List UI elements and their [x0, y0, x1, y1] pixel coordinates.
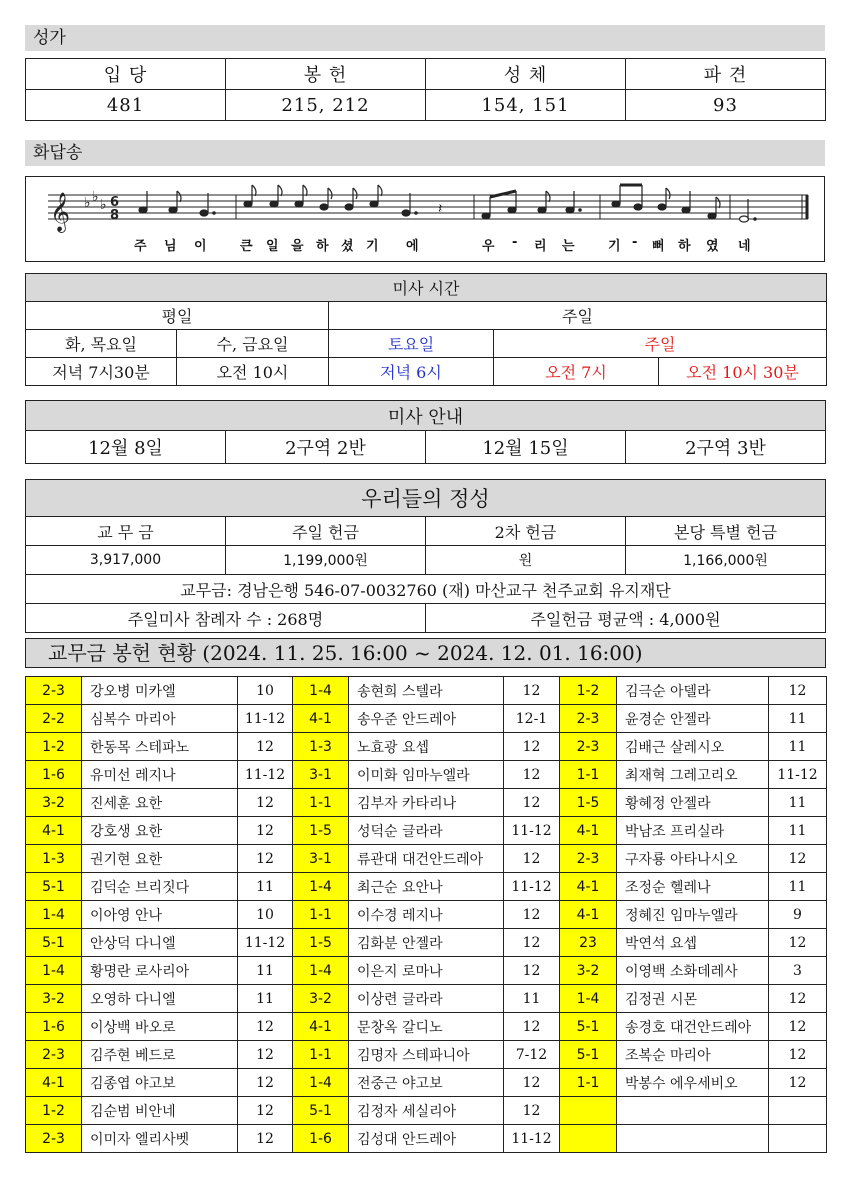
parishioner-name: 김주현 베드로: [82, 1041, 238, 1069]
paid-months: 12: [504, 677, 560, 705]
district-code: 4-1: [293, 1013, 349, 1041]
district-code: 1-4: [293, 957, 349, 985]
paid-months: 7-12: [504, 1041, 560, 1069]
offering-header-sunday: 주일 헌금: [226, 517, 426, 546]
paid-months: 12: [504, 929, 560, 957]
lyric-syllable: -: [512, 235, 518, 250]
paid-months: 11: [238, 873, 293, 901]
time-saturday: 저녁 6시: [329, 358, 494, 386]
offering-header-second: 2차 헌금: [426, 517, 626, 546]
time-tue-thu: 저녁 7시30분: [26, 358, 177, 386]
paid-months: 12: [769, 1069, 827, 1097]
parishioner-name: 노효광 요셉: [349, 733, 504, 761]
bank-account-info: 교무금: 경남은행 546-07-0032760 (재) 마산교구 천주교회 유지재단: [26, 575, 826, 604]
district-code: [560, 1125, 617, 1153]
offering-average: 주일헌금 평균액 : 4,000원: [426, 604, 826, 633]
dues-row: [26, 761, 827, 789]
paid-months: 12: [769, 1041, 827, 1069]
parishioner-name: 김정권 시몬: [617, 985, 769, 1013]
parishioner-name: 박남조 프리실라: [617, 817, 769, 845]
parishioner-name: 김순범 비안네: [82, 1097, 238, 1125]
dues-row: [26, 1125, 827, 1153]
day-sunday: 주일: [494, 330, 827, 358]
parishioner-name: 이수경 레지나: [349, 901, 504, 929]
day-wed-fri: 수, 금요일: [177, 330, 329, 358]
district-code: 2-3: [26, 1125, 82, 1153]
parishioner-name: 송우준 안드레아: [349, 705, 504, 733]
parishioner-name: 정혜진 임마누엘라: [617, 901, 769, 929]
parishioner-name: 이아영 안나: [82, 901, 238, 929]
paid-months: 12: [238, 1069, 293, 1097]
parishioner-name: 심복수 마리아: [82, 705, 238, 733]
paid-months: 12: [238, 789, 293, 817]
dues-row: [26, 873, 827, 901]
parishioner-name: 김명자 스테파니아: [349, 1041, 504, 1069]
paid-months: 10: [238, 677, 293, 705]
time-sunday-late: 오전 10시 30분: [659, 358, 827, 386]
hymns-section-title: 성가: [25, 25, 825, 51]
offering-header-dues: 교 무 금: [26, 517, 226, 546]
district-code: 1-5: [293, 817, 349, 845]
district-code: 1-1: [293, 901, 349, 929]
parishioner-name: 이미화 임마누엘라: [349, 761, 504, 789]
paid-months: 11: [769, 817, 827, 845]
parishioner-name: 이상련 글라라: [349, 985, 504, 1013]
paid-months: 12: [238, 1013, 293, 1041]
lyric-syllable: 큰: [240, 239, 253, 254]
svg-text:𝄞: 𝄞: [50, 192, 71, 232]
parishioner-name: 박봉수 에우세비오: [617, 1069, 769, 1097]
district-code: 1-3: [26, 845, 82, 873]
parishioner-name: 류관대 대건안드레아: [349, 845, 504, 873]
parishioner-name: 송현희 스텔라: [349, 677, 504, 705]
paid-months: 12: [504, 733, 560, 761]
paid-months: 11: [238, 957, 293, 985]
offerings-title: 우리들의 정성: [26, 480, 826, 517]
district-code: 4-1: [560, 817, 617, 845]
dues-row: [26, 845, 827, 873]
district-code: 1-1: [560, 761, 617, 789]
mass-guide-date-1: 12월 8일: [26, 431, 226, 464]
dues-row: [26, 733, 827, 761]
parishioner-name: 문창옥 갈디노: [349, 1013, 504, 1041]
parishioner-name: 김정자 세실리아: [349, 1097, 504, 1125]
lyric-syllable: 는: [562, 239, 575, 254]
paid-months: 12: [238, 733, 293, 761]
district-code: 3-2: [560, 957, 617, 985]
dues-row: [26, 1069, 827, 1097]
hymn-header-communion: 성 체: [426, 59, 626, 90]
offering-value-sunday: 1,199,000원: [226, 546, 426, 575]
parishioner-name: 김성대 안드레아: [349, 1125, 504, 1153]
paid-months: 12: [504, 845, 560, 873]
hymn-header-entrance: 입 당: [26, 59, 226, 90]
paid-months: 12: [504, 789, 560, 817]
paid-months: 9: [769, 901, 827, 929]
district-code: 1-2: [26, 1097, 82, 1125]
district-code: 1-4: [293, 1069, 349, 1097]
district-code: 5-1: [26, 873, 82, 901]
parishioner-name: 최근순 요안나: [349, 873, 504, 901]
parishioner-name: 이영백 소화데레사: [617, 957, 769, 985]
svg-text:8: 8: [110, 208, 120, 223]
district-code: [560, 1097, 617, 1125]
paid-months: 11-12: [238, 705, 293, 733]
paid-months: 11-12: [238, 929, 293, 957]
parishioner-name: 유미선 레지나: [82, 761, 238, 789]
parishioner-name: 안상덕 다니엘: [82, 929, 238, 957]
dues-row: [26, 985, 827, 1013]
district-code: 1-4: [560, 985, 617, 1013]
parishioner-name: 김덕순 브리짓다: [82, 873, 238, 901]
time-sunday-early: 오전 7시: [494, 358, 659, 386]
district-code: 4-1: [293, 705, 349, 733]
paid-months: 12: [769, 845, 827, 873]
offering-header-special: 본당 특별 헌금: [626, 517, 826, 546]
paid-months: 12: [769, 1013, 827, 1041]
district-code: 2-3: [26, 677, 82, 705]
district-code: 1-6: [293, 1125, 349, 1153]
time-wed-fri: 오전 10시: [177, 358, 329, 386]
district-code: 1-1: [293, 789, 349, 817]
district-code: 1-4: [293, 873, 349, 901]
lyric-syllable: 리: [534, 239, 547, 254]
paid-months: 12: [504, 901, 560, 929]
parishioner-name: 황명란 로사리아: [82, 957, 238, 985]
paid-months: 10: [238, 901, 293, 929]
lyric-syllable: 주: [134, 239, 147, 254]
parishioner-name: 성덕순 글라라: [349, 817, 504, 845]
district-code: 5-1: [560, 1041, 617, 1069]
parishioner-name: 김부자 카타리나: [349, 789, 504, 817]
paid-months: 11: [504, 985, 560, 1013]
district-code: 1-5: [293, 929, 349, 957]
parishioner-name: 송경호 대건안드레아: [617, 1013, 769, 1041]
district-code: 2-3: [560, 845, 617, 873]
dues-table: [25, 676, 827, 1153]
paid-months: 11: [769, 789, 827, 817]
parishioner-name: [617, 1097, 769, 1125]
paid-months: 12: [769, 985, 827, 1013]
paid-months: 12: [769, 929, 827, 957]
paid-months: 12: [504, 957, 560, 985]
mass-times-title: 미사 시간: [26, 274, 827, 302]
dues-row: [26, 1097, 827, 1125]
lyric-syllable: 하: [678, 239, 691, 254]
paid-months: 12: [238, 845, 293, 873]
svg-text:♭: ♭: [100, 197, 107, 213]
mass-guide-group-2: 2구역 3반: [626, 431, 826, 464]
dues-row: [26, 677, 827, 705]
parishioner-name: 오영하 다니엘: [82, 985, 238, 1013]
hymn-value-entrance: 481: [26, 90, 226, 121]
district-code: 1-1: [560, 1069, 617, 1097]
district-code: 5-1: [26, 929, 82, 957]
lyric-syllable: 님: [164, 239, 177, 254]
paid-months: 12-1: [504, 705, 560, 733]
attendance-count: 주일미사 참례자 수 : 268명: [26, 604, 426, 633]
mass-guide-table: [25, 400, 826, 464]
parishioner-name: 전중근 야고보: [349, 1069, 504, 1097]
weekday-label: 평일: [26, 302, 329, 330]
paid-months: 3: [769, 957, 827, 985]
district-code: 1-2: [560, 677, 617, 705]
lyric-syllable: 기: [608, 239, 621, 254]
lyric-syllable: -: [632, 235, 638, 250]
psalm-music-score: [25, 176, 825, 262]
paid-months: 12: [238, 1097, 293, 1125]
mass-times-table: [25, 273, 827, 386]
lyric-syllable: 뻐: [652, 239, 665, 254]
parishioner-name: 구자룡 아타나시오: [617, 845, 769, 873]
sunday-label: 주일: [329, 302, 827, 330]
parishioner-name: 진세훈 요한: [82, 789, 238, 817]
district-code: 3-1: [293, 845, 349, 873]
district-code: 1-1: [293, 1041, 349, 1069]
district-code: 4-1: [560, 873, 617, 901]
parishioner-name: 김화분 안젤라: [349, 929, 504, 957]
district-code: 1-4: [26, 957, 82, 985]
lyric-syllable: 였: [706, 239, 719, 254]
paid-months: 12: [504, 1097, 560, 1125]
dues-row: [26, 929, 827, 957]
district-code: 1-3: [293, 733, 349, 761]
parishioner-name: 강오병 미카엘: [82, 677, 238, 705]
parishioner-name: 윤경순 안젤라: [617, 705, 769, 733]
svg-text:6: 6: [110, 195, 120, 210]
paid-months: 11-12: [769, 761, 827, 789]
parishioner-name: 김종엽 야고보: [82, 1069, 238, 1097]
paid-months: 11-12: [504, 873, 560, 901]
parishioner-name: 이은지 로마나: [349, 957, 504, 985]
paid-months: 12: [238, 1041, 293, 1069]
parishioner-name: 이상백 바오로: [82, 1013, 238, 1041]
hymn-header-offertory: 봉 헌: [226, 59, 426, 90]
paid-months: 12: [238, 1125, 293, 1153]
hymn-value-communion: 154, 151: [426, 90, 626, 121]
svg-text:♭: ♭: [84, 195, 91, 211]
parishioner-name: [617, 1125, 769, 1153]
parishioner-name: 한동목 스테파노: [82, 733, 238, 761]
parishioner-name: 이미자 엘리사벳: [82, 1125, 238, 1153]
dues-row: [26, 957, 827, 985]
district-code: 2-3: [560, 705, 617, 733]
parishioner-name: 권기현 요한: [82, 845, 238, 873]
paid-months: 11: [769, 705, 827, 733]
district-code: 2-2: [26, 705, 82, 733]
offering-value-dues: 3,917,000: [26, 546, 226, 575]
district-code: 4-1: [26, 1069, 82, 1097]
lyric-syllable: 기: [366, 239, 379, 254]
lyric-syllable: 을: [291, 239, 304, 254]
district-code: 1-5: [560, 789, 617, 817]
district-code: 23: [560, 929, 617, 957]
parishioner-name: 황혜정 안젤라: [617, 789, 769, 817]
district-code: 1-4: [26, 901, 82, 929]
lyric-syllable: 일: [266, 239, 279, 254]
paid-months: 11-12: [504, 1125, 560, 1153]
svg-text:𝄽: 𝄽: [438, 201, 443, 217]
lyric-syllable: 우: [482, 239, 495, 254]
hymn-value-recessional: 93: [626, 90, 826, 121]
district-code: 2-3: [560, 733, 617, 761]
parishioner-name: 김극순 아델라: [617, 677, 769, 705]
lyric-syllable: 이: [194, 239, 207, 254]
paid-months: 12: [238, 817, 293, 845]
parishioner-name: 조복순 마리아: [617, 1041, 769, 1069]
parishioner-name: 박연석 요셉: [617, 929, 769, 957]
paid-months: 11: [769, 733, 827, 761]
district-code: 4-1: [560, 901, 617, 929]
offering-value-special: 1,166,000원: [626, 546, 826, 575]
dues-row: [26, 1013, 827, 1041]
paid-months: 12: [504, 1013, 560, 1041]
parishioner-name: 강호생 요한: [82, 817, 238, 845]
dues-row: [26, 789, 827, 817]
lyric-syllable: 셨: [341, 239, 354, 254]
paid-months: 11: [769, 873, 827, 901]
paid-months: 11-12: [238, 761, 293, 789]
district-code: 3-2: [293, 985, 349, 1013]
dues-row: [26, 817, 827, 845]
paid-months: 12: [769, 677, 827, 705]
district-code: 1-2: [26, 733, 82, 761]
mass-guide-group-1: 2구역 2반: [226, 431, 426, 464]
paid-months: 11-12: [504, 817, 560, 845]
dues-status-title: 교무금 봉헌 현황 (2024. 11. 25. 16:00 ~ 2024. 12. 01. 16:00): [25, 638, 826, 668]
offerings-table: [25, 479, 826, 633]
lyric-syllable: 네: [738, 239, 751, 254]
parishioner-name: 김배근 살레시오: [617, 733, 769, 761]
district-code: 1-6: [26, 1013, 82, 1041]
district-code: 3-2: [26, 985, 82, 1013]
svg-text:♭: ♭: [92, 189, 99, 205]
parishioner-name: 최재혁 그레고리오: [617, 761, 769, 789]
paid-months: 11: [238, 985, 293, 1013]
paid-months: [769, 1125, 827, 1153]
district-code: 4-1: [26, 817, 82, 845]
day-tue-thu: 화, 목요일: [26, 330, 177, 358]
district-code: 3-2: [26, 789, 82, 817]
hymn-value-offertory: 215, 212: [226, 90, 426, 121]
district-code: 5-1: [560, 1013, 617, 1041]
dues-row: [26, 705, 827, 733]
dues-row: [26, 901, 827, 929]
district-code: 3-1: [293, 761, 349, 789]
day-saturday: 토요일: [329, 330, 494, 358]
mass-guide-date-2: 12월 15일: [426, 431, 626, 464]
psalm-section-title: 화답송: [25, 140, 825, 166]
lyric-syllable: 하: [316, 239, 329, 254]
hymn-header-recessional: 파 견: [626, 59, 826, 90]
district-code: 2-3: [26, 1041, 82, 1069]
district-code: 1-6: [26, 761, 82, 789]
paid-months: 12: [504, 761, 560, 789]
hymns-table: [25, 58, 826, 121]
offering-value-second: 원: [426, 546, 626, 575]
dues-row: [26, 1041, 827, 1069]
district-code: 5-1: [293, 1097, 349, 1125]
parishioner-name: 조정순 헬레나: [617, 873, 769, 901]
paid-months: 12: [504, 1069, 560, 1097]
lyric-syllable: 에: [406, 239, 419, 254]
paid-months: [769, 1097, 827, 1125]
mass-guide-title: 미사 안내: [26, 401, 826, 431]
music-staff: [26, 177, 824, 237]
district-code: 1-4: [293, 677, 349, 705]
